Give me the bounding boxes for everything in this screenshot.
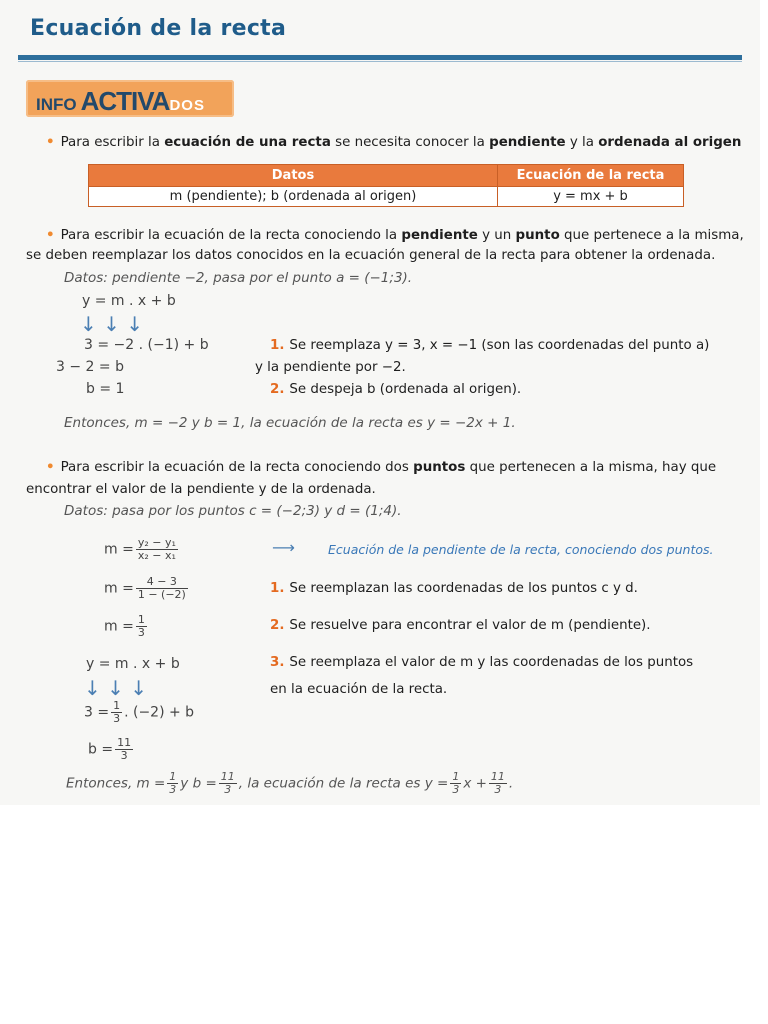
example1-step1: 1. Se reemplaza y = 3, x = −1 (son las coordenadas del punto a): [270, 338, 710, 353]
example1-step2: 2. Se despeja b (ordenada al origen).: [270, 382, 522, 397]
badge-info: INFO: [36, 95, 77, 114]
title-divider-thin: [18, 61, 742, 62]
bullet-dot-icon: •: [46, 135, 55, 150]
example1-step1b: y la pendiente por −2.: [255, 360, 406, 375]
example2-result: Entonces, m = $\frac{1}{3}$ y b = $\frac{11}{3}$ , la ecuación de la recta es y = $\frac{1}{3}$ x + $\frac{11}{3}$ .: [66, 770, 514, 796]
table-header-datos: Datos: [89, 165, 498, 187]
badge-dos: DOS: [169, 97, 205, 114]
example2-step3: 3. Se reemplaza el valor de m y las coordenadas de los puntos: [270, 655, 694, 670]
example1-eq1: y = m . x + b: [82, 293, 176, 309]
bullet-1: • Para escribir la ecuación de una recta se necesita conocer la pendiente y la ordenada al origen: [46, 135, 742, 150]
example1-result: Entonces, m = −2 y b = 1, la ecuación de la recta es y = −2x + 1.: [64, 415, 516, 431]
info-activados-badge: [26, 80, 234, 117]
long-right-arrow-icon: ⟶: [272, 538, 295, 557]
badge-activa: ACTIVA: [80, 86, 170, 116]
table-header-ecuacion: Ecuación de la recta: [498, 165, 684, 187]
example2-slope-sub: m = $\frac{4 - 3}{1 - (-2)}$: [104, 575, 186, 601]
example1-datos: Datos: pendiente −2, pasa por el punto a = (−1;3).: [64, 270, 413, 286]
example2-step1: 1. Se reemplazan las coordenadas de los puntos c y d.: [270, 581, 638, 596]
example2-slope-result: m = $\frac{1}{3}$: [104, 613, 145, 639]
bullet-3: • Para escribir la ecuación de la recta conociendo dos puntos que pertenecen a la misma, hay que: [46, 460, 717, 475]
bullet-dot-icon: •: [46, 228, 55, 243]
example2-b-value: b = $\frac{11}{3}$: [88, 736, 132, 762]
example2-datos: Datos: pasa por los puntos c = (−2;3) y d = (1;4).: [64, 503, 402, 519]
down-arrows-icon: ↓ ↓ ↓: [80, 312, 143, 336]
example2-step3b: en la ecuación de la recta.: [270, 682, 448, 697]
data-table: [88, 164, 684, 207]
table-cell-datos: m (pendiente); b (ordenada al origen): [89, 187, 498, 207]
example2-slope-formula: m = $\frac{\text{y₂ − y₁}}{\text{x₂ − x₁}}$: [104, 536, 176, 562]
example2-eq2: 3 = $\frac{1}{3}$ . (−2) + b: [84, 699, 195, 725]
down-arrows-icon: ↓ ↓ ↓: [84, 676, 147, 700]
bullet-2: • Para escribir la ecuación de la recta conociendo la pendiente y un punto que pertenece a la misma,: [46, 228, 744, 243]
page-title: Ecuación de la recta: [30, 16, 287, 41]
example2-eq1: y = m . x + b: [86, 656, 180, 672]
bullet-3-line2: encontrar el valor de la pendiente y de la ordenada.: [26, 482, 376, 497]
example1-eq3: 3 − 2 = b: [56, 359, 124, 375]
bullet-dot-icon: •: [46, 460, 55, 475]
example2-step2: 2. Se resuelve para encontrar el valor de m (pendiente).: [270, 618, 651, 633]
title-divider: [18, 55, 742, 60]
example1-eq2: 3 = −2 . (−1) + b: [84, 337, 209, 353]
table-cell-ecuacion: y = mx + b: [498, 187, 684, 207]
example1-eq4: b = 1: [86, 381, 125, 397]
bullet-2-line2: se deben reemplazar los datos conocidos en la ecuación general de la recta para obtener la ordenada.: [26, 248, 716, 263]
example2-note: Ecuación de la pendiente de la recta, conociendo dos puntos.: [328, 542, 714, 557]
